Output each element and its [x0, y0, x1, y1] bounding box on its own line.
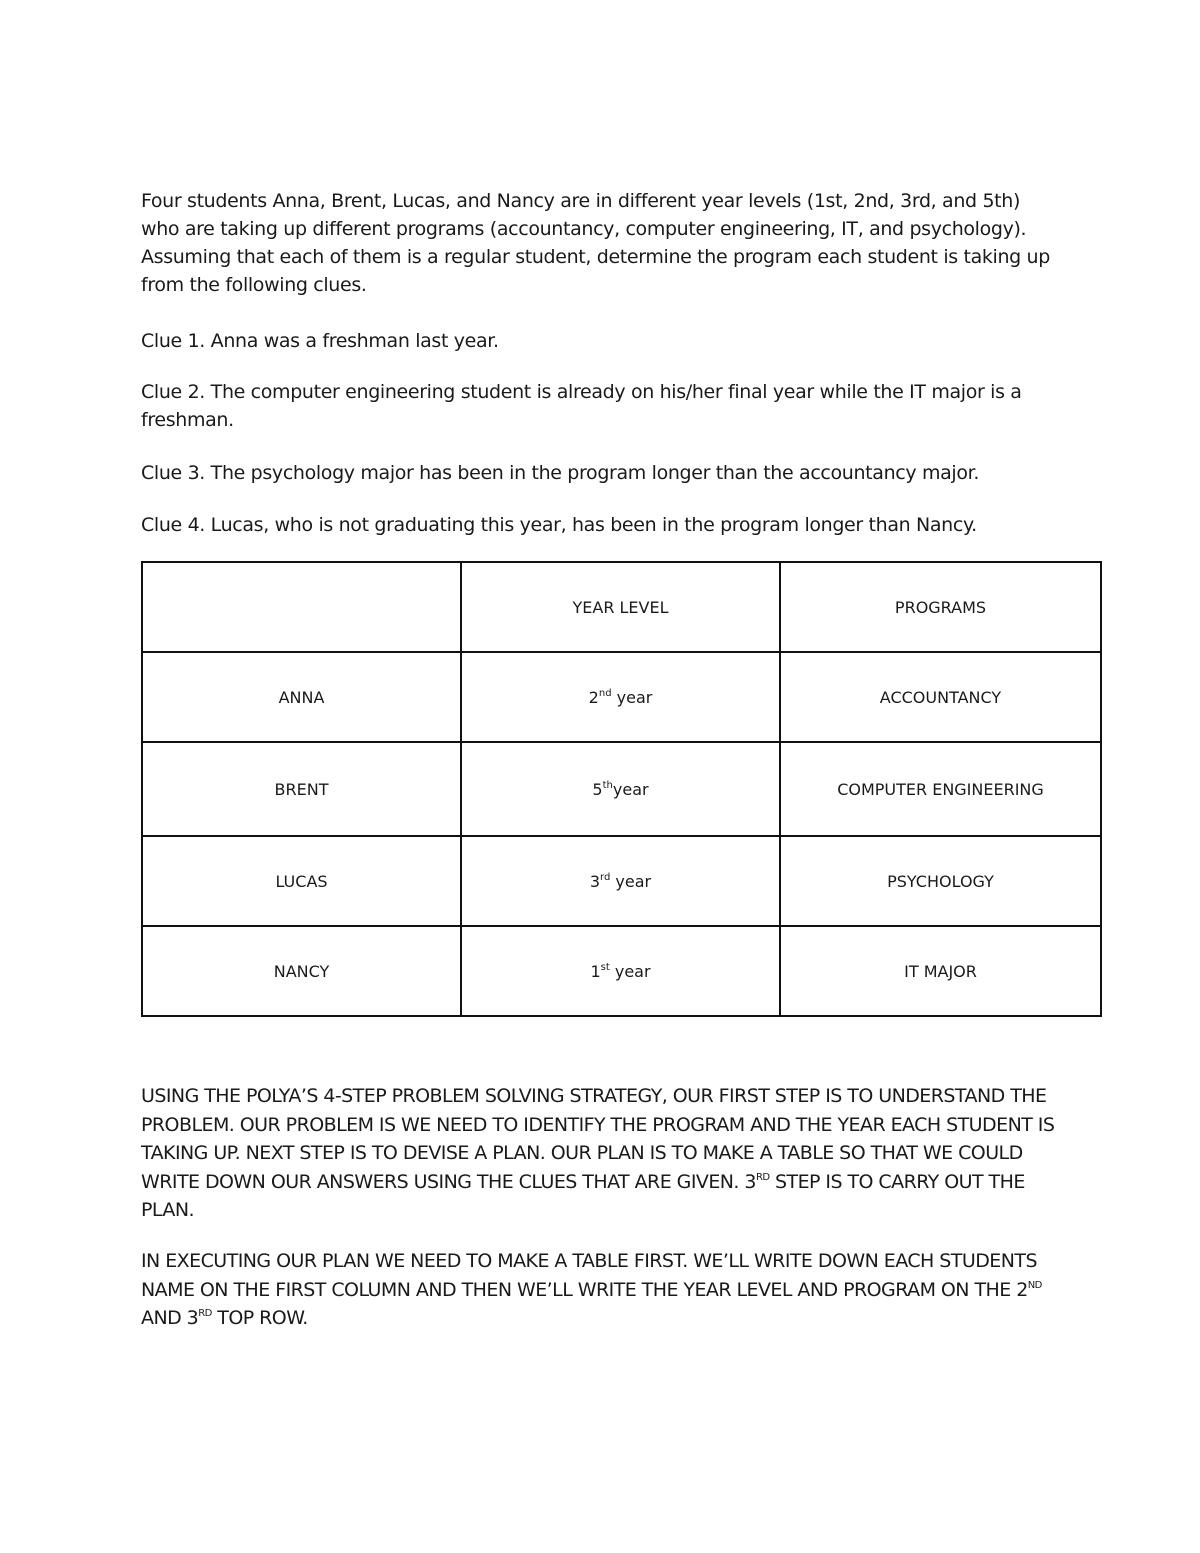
year-word: year — [609, 961, 651, 981]
year-level-cell — [461, 926, 780, 1016]
year-number: 3 — [589, 871, 601, 891]
polya-text-end: STEP IS TO CARRY OUT THE PLAN. — [141, 1170, 1031, 1221]
year-level-cell — [461, 652, 780, 742]
execution-paragraph — [141, 1247, 1071, 1333]
header-cell-year-level: YEAR LEVEL — [461, 562, 780, 652]
program-cell: ACCOUNTANCY — [780, 652, 1101, 742]
year-suffix: st — [600, 961, 610, 973]
header-cell-empty — [142, 562, 461, 652]
table-row — [142, 742, 1101, 836]
year-level-cell — [461, 836, 780, 926]
year-level-cell — [461, 742, 780, 836]
year-word: year — [611, 687, 653, 707]
problem-intro: Four students Anna, Brent, Lucas, and Nancy are in different year levels (1st, 2nd, 3rd, and 5th) who are taking up different programs (accountancy, computer engineering, IT, and psychology). Assuming that each of them is a regular student, determine the program each student is taking up from the following clues. — [141, 190, 1050, 296]
year-number: 5 — [592, 779, 603, 799]
program-cell: COMPUTER ENGINEERING — [780, 742, 1101, 836]
execute-text-mid: AND 3 — [141, 1278, 1048, 1329]
table-row — [142, 926, 1101, 1016]
polya-text: USING THE POLYA’S 4-STEP PROBLEM SOLVING STRATEGY, OUR FIRST STEP IS TO UNDERSTAND THE PROBLEM. OUR PROBLEM IS WE NEED TO IDENTIFY THE PROGRAM AND THE YEAR EACH STUDENT IS TAKING UP. NEXT STEP IS TO DEVISE A PLAN. OUR PLAN IS TO MAKE A TABLE SO THAT WE COULD WRITE DOWN OUR ANSWERS USING THE CLUES THAT ARE GIVEN. 3 — [141, 1085, 1055, 1193]
ordinal-suffix: ND — [1027, 1279, 1042, 1291]
year-word: year — [610, 871, 652, 891]
program-cell: IT MAJOR — [780, 926, 1101, 1016]
year-number: 1 — [590, 961, 601, 981]
solution-table — [141, 561, 1102, 1017]
program-cell: PSYCHOLOGY — [780, 836, 1101, 926]
year-suffix: rd — [600, 871, 611, 883]
table-row — [142, 836, 1101, 926]
polya-strategy-paragraph — [141, 1082, 1071, 1225]
execute-text-end: TOP ROW. — [211, 1307, 308, 1329]
clue-4: Clue 4. Lucas, who is not graduating this year, has been in the program longer than Nancy. — [141, 514, 977, 536]
student-name-cell: BRENT — [142, 742, 461, 836]
table-header-row — [142, 562, 1101, 652]
ordinal-suffix: RD — [755, 1171, 770, 1183]
execute-text: IN EXECUTING OUR PLAN WE NEED TO MAKE A TABLE FIRST. WE’LL WRITE DOWN EACH STUDENTS NAME ON THE FIRST COLUMN AND THEN WE’LL WRITE THE YEAR LEVEL AND PROGRAM ON THE 2 — [141, 1250, 1037, 1301]
year-word: year — [612, 779, 649, 799]
student-name-cell: ANNA — [142, 652, 461, 742]
year-number: 2 — [588, 687, 599, 707]
table-row — [142, 652, 1101, 742]
clue-2: Clue 2. The computer engineering student is already on his/her final year while the IT major is a freshman. — [141, 381, 1022, 431]
clue-1: Clue 1. Anna was a freshman last year. — [141, 330, 499, 352]
year-suffix: th — [602, 779, 613, 791]
clue-3: Clue 3. The psychology major has been in the program longer than the accountancy major. — [141, 462, 980, 484]
year-suffix: nd — [598, 687, 612, 699]
ordinal-suffix: RD — [198, 1308, 212, 1319]
student-name-cell: NANCY — [142, 926, 461, 1016]
header-cell-programs: PROGRAMS — [780, 562, 1101, 652]
student-name-cell: LUCAS — [142, 836, 461, 926]
